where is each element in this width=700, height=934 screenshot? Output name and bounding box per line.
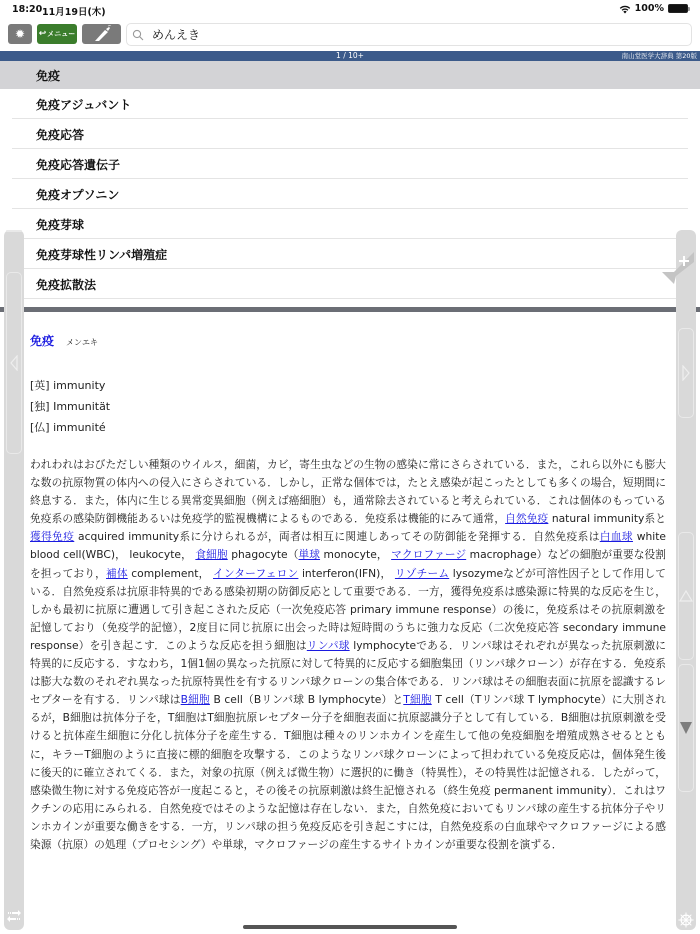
link-phagocyte[interactable]: 食細胞 [195, 548, 228, 562]
body-segment: natural immunity系と [548, 512, 666, 526]
translation-french: [仏] immunité [30, 421, 106, 434]
entry-content [30, 312, 666, 854]
body-segment: macrophage）などの細胞が重要な役割を担っており， [30, 548, 666, 580]
menu-button[interactable] [37, 24, 77, 44]
link-monocyte[interactable]: 単球 [298, 548, 321, 562]
result-item[interactable] [0, 89, 700, 119]
pager-bar [0, 51, 700, 61]
link-macrophage[interactable]: マクロファージ [391, 548, 467, 562]
link-white-blood-cell[interactable]: 白血球 [599, 530, 633, 544]
translations [30, 375, 666, 438]
link-natural-immunity[interactable]: 自然免疫 [505, 512, 549, 526]
search-field[interactable] [126, 23, 692, 46]
translation-english: [英] immunity [30, 379, 106, 392]
home-indicator[interactable] [243, 925, 457, 929]
body-segment: B cell（Bリンパ球 B lymphocyte）と [209, 693, 404, 707]
body-segment: acquired immunity系に分けられるが，両者は相互に関連しあってその防御能を発揮する．自然免疫系は [74, 530, 600, 544]
body-segment: われわれはおびただしい種類のウイルス，細菌，カビ，寄生虫などの生物の感染に常にさらされている．また，これら以外にも膨大な数の抗原物質の体内への侵入にさらされている．しかし，正常な個体では，たとえ感染が起こったとしても多くの場合，短期間に終息する．また，体内に生じる異常変異細胞（例えば癌細胞）も，通常除去されていると考えられている．これは個体のもっている免疫系の感染防御機能あるいは免疫学的監視機構によるものである．免疫系は機能的にみて通常， [30, 458, 666, 526]
result-item[interactable] [0, 61, 700, 89]
toolbar [0, 22, 700, 48]
link-acquired-immunity[interactable]: 獲得免疫 [30, 530, 75, 544]
result-item[interactable] [0, 239, 700, 269]
search-input[interactable] [152, 28, 652, 42]
body-segment: complement， [127, 566, 210, 580]
result-label: 免疫拡散法 [36, 277, 97, 292]
body-segment: lymphocyteである．リンパ球はそれぞれが異なった抗原刺激に特異的に反応する．すなわち，1個1個の異なった抗原に対して特異的に反応する細胞集団（リンパ球クローン）が存在する．免疫系は膨大な数のそれぞれ異なった抗原特異性を有するリンパ球クローンの集合体である．リンパ球はその細胞表面に抗原を認識するレセプターを有する．リンパ球は [30, 638, 666, 707]
search-icon [132, 29, 144, 41]
link-b-cell[interactable]: B細胞 [180, 693, 210, 707]
body-segment: interferon(IFN)， [298, 566, 392, 580]
body-segment: white blood cell(WBC)， leukocyte， [30, 530, 666, 562]
status-date: 11月19日(木) [42, 7, 106, 18]
triangle-up-icon [679, 590, 693, 602]
scroll-down-button[interactable] [678, 664, 694, 792]
add-bookmark-button[interactable] [660, 240, 696, 290]
entry-body [30, 456, 666, 854]
link-interferon[interactable]: インターフェロン [213, 566, 299, 580]
body-segment: lysozymeなどが可溶性因子として作用している．自然免疫系は抗原非特異的である感染初期の防御反応として重要である．一方，獲得免疫系は感染源に特異的な反応を生じ，しかも最初に抗原に遭遇して引き起こされた反応（一次免疫応答 primary immune response）の後に，免疫系はその抗原刺激を記憶しており（免疫学的記憶），2度目に同じ抗原に出会った時は短時間のうちに強力な反応（二次免疫応答 secondary immune response）を引き起こす．このような反応を担う細胞は [30, 566, 666, 652]
pen-icon [91, 25, 113, 43]
result-label: 免疫応答 [36, 127, 85, 142]
settings-button[interactable] [8, 24, 32, 44]
result-label: 免疫応答遺伝子 [36, 157, 121, 172]
result-label: 免疫オプソニン [36, 187, 120, 202]
link-t-cell[interactable]: T細胞 [403, 693, 432, 707]
pen-button[interactable] [82, 24, 121, 44]
entry-title: 免疫 [30, 334, 55, 348]
helm-button[interactable] [678, 910, 694, 930]
swap-button[interactable] [6, 906, 22, 926]
result-label: 免疫芽球性リンパ増殖症 [36, 247, 168, 262]
entry-reading: メンエキ [66, 338, 99, 347]
body-segment: monocyte， [320, 548, 388, 562]
wifi-icon [619, 4, 631, 14]
link-lymphocyte[interactable]: リンパ球 [306, 638, 350, 652]
menu-label: メニュー [47, 30, 76, 38]
right-side-rail [676, 230, 696, 930]
link-lysozyme[interactable]: リゾチーム [394, 566, 450, 580]
result-label: 免疫芽球 [36, 217, 85, 232]
return-arrow-icon: ↩ [38, 29, 47, 39]
status-bar [0, 0, 700, 18]
scroll-up-button[interactable] [678, 532, 694, 660]
next-entry-button[interactable] [678, 328, 694, 418]
battery-percent: 100% [634, 3, 664, 14]
translation-german: [独] Immunität [30, 400, 111, 413]
body-segment: T cell（Tリンパ球 T lymphocyte）に大別されるが，B細胞は抗体分子を，T細胞はT細胞抗原レセプター分子を細胞表面に抗原認識分子として有している．B細胞は抗原刺激を受けると抗体産生細胞に分化し抗体分子を産生する．T細胞は種々のリンホカインを産生して他の免疫細胞を増殖成熟させるとともに，キラーT細胞のように直接に標的細胞を攻撃する．このようなリンパ球クローンによって担われている免疫反応は，個体発生後に後天的に確立されてくる．また，対象の抗原（例えば微生物）に選択的に働き（特異性），その特異性は記憶される．したがって，感染微生物に対する免疫応答が一度起こると，その後その抗原刺激は終生記憶される（終生免疫 permanent immunity）．これはワクチンの応用にみられる．自然免疫ではそのような記憶は存在しない．また，自然免疫においてもリンパ球の産生する抗体分子やリンホカインが重要な働きをする．一方，リンパ球の担う免疫反応を引き起こすには，自然免疫系の白血球やマクロファージによる感染源（抗原）の処理（プロセシング）や単球，マクロファージの産生するサイトカインが重要な役割を演ずる． [30, 693, 666, 851]
left-side-rail [4, 230, 24, 930]
swap-arrows-icon [6, 909, 22, 923]
gear-icon: ✹ [14, 27, 26, 41]
ship-wheel-icon [678, 911, 694, 929]
result-item[interactable] [0, 179, 700, 209]
result-label: 免疫アジュバント [36, 97, 132, 112]
result-label: 免疫 [36, 68, 61, 83]
result-item[interactable] [0, 269, 700, 299]
triangle-left-icon [9, 355, 19, 371]
result-item[interactable] [0, 149, 700, 179]
status-time: 18:20 [12, 4, 43, 15]
triangle-right-icon [681, 365, 691, 381]
entry-header [30, 332, 666, 349]
previous-entry-button[interactable] [6, 272, 22, 454]
status-right [619, 3, 688, 14]
result-list [0, 61, 700, 299]
battery-icon [668, 4, 688, 13]
triangle-down-icon [679, 721, 693, 735]
body-segment: phagocyte（ [227, 548, 299, 562]
result-item[interactable] [0, 119, 700, 149]
link-complement[interactable]: 補体 [106, 566, 128, 580]
page-indicator: 1 / 10+ [336, 51, 364, 60]
dictionary-name: 南山堂医学大辞典 第20版 [621, 52, 697, 60]
result-item[interactable] [0, 209, 700, 239]
